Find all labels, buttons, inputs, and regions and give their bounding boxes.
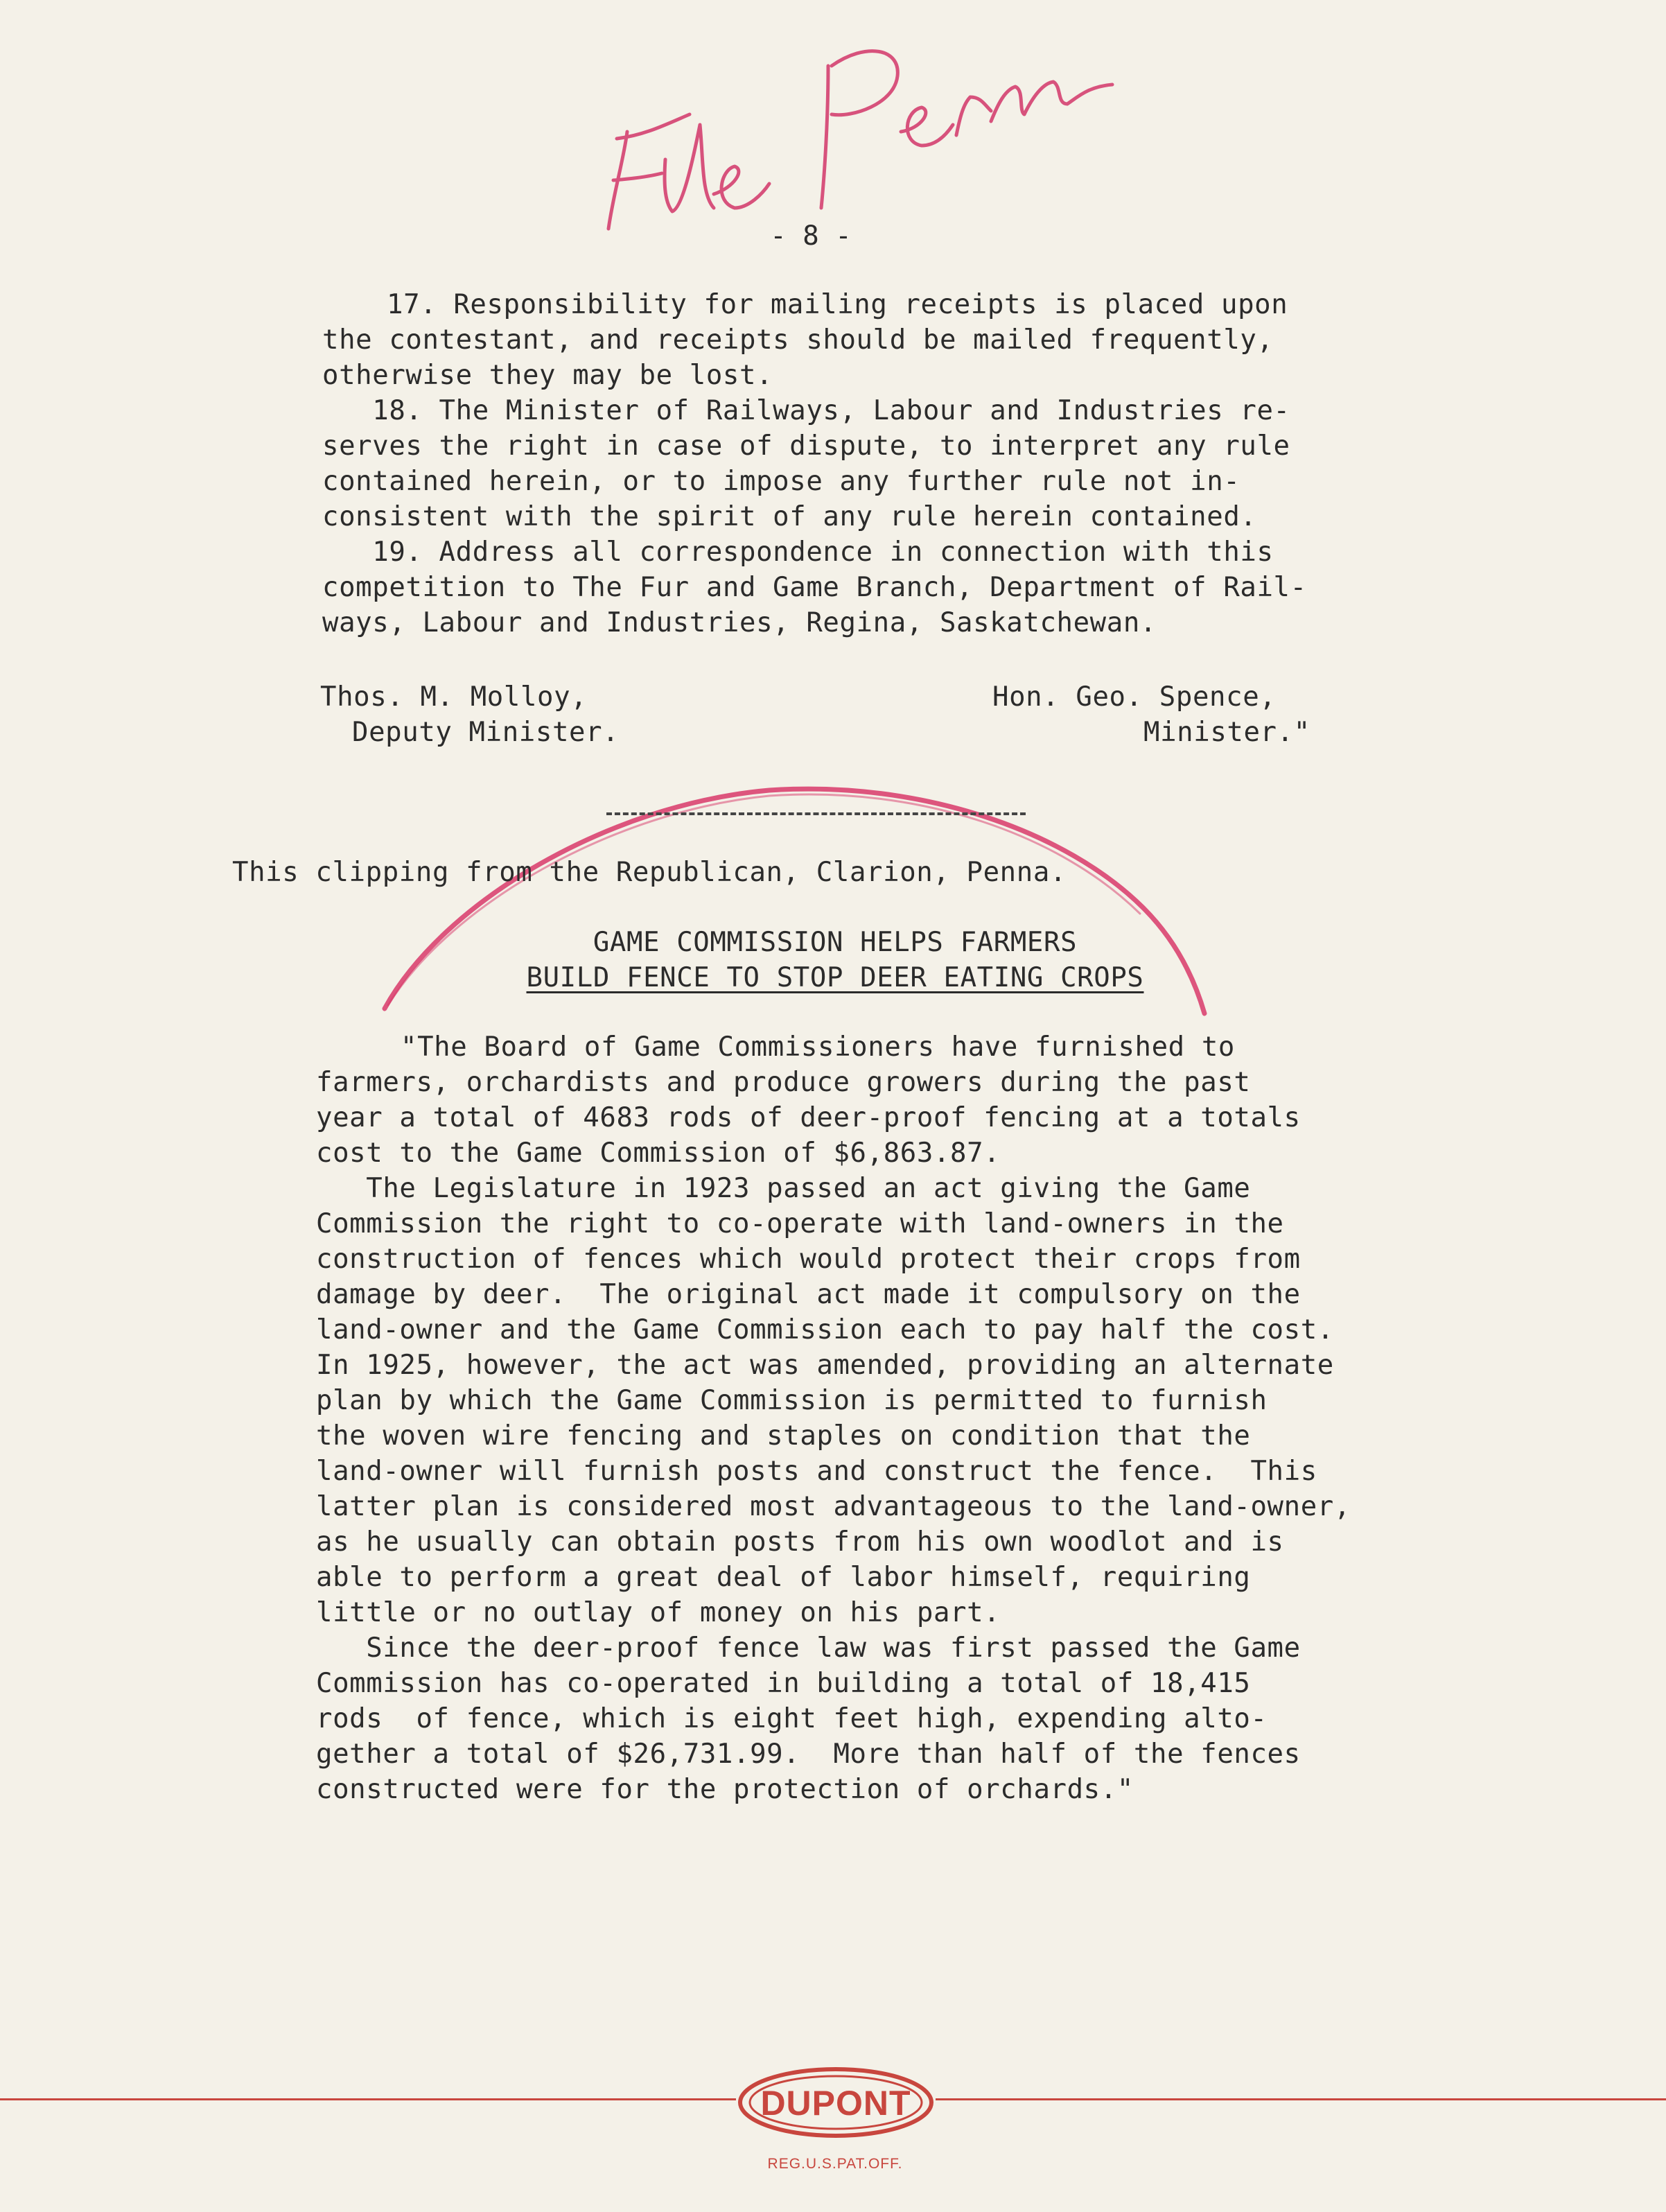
clipping-body-line: land-owner will furnish posts and construct the fence. This (316, 1456, 1317, 1487)
clipping-body-line: In 1925, however, the act was amended, providing an alternate (316, 1350, 1334, 1381)
dupont-logo (736, 2064, 936, 2141)
clipping-body-line: Since the deer-proof fence law was first passed the Game (316, 1632, 1301, 1664)
clipping-headline: GAME COMMISSION HELPS FARMERS (593, 927, 1078, 958)
clipping-body-line: rods of fence, which is eight feet high, expending alto- (316, 1703, 1268, 1734)
clipping-body-line: year a total of 4683 rods of deer-proof fencing at a totals (316, 1102, 1301, 1133)
clipping-body-line: Commission the right to co-operate with land-owners in the (316, 1208, 1284, 1239)
rules-line: the contestant, and receipts should be mailed frequently, (322, 324, 1274, 356)
rules-line: otherwise they may be lost. (322, 360, 773, 391)
rules-line: consistent with the spirit of any rule herein contained. (322, 501, 1257, 532)
footer-rule-left (0, 2098, 736, 2100)
signatory-right-name: Hon. Geo. Spence, (992, 681, 1277, 713)
clipping-body-line: constructed were for the protection of orchards." (316, 1774, 1134, 1805)
clipping-body-line: Commission has co-operated in building a total of 18,415 (316, 1668, 1251, 1699)
svg-text:DUPONT: DUPONT (760, 2084, 911, 2123)
footer-rule-right (936, 2098, 1666, 2100)
clipping-headline-underlined: BUILD FENCE TO STOP DEER EATING CROPS (526, 962, 1144, 993)
clipping-body-line: "The Board of Game Commissioners have furnished to (401, 1031, 1235, 1063)
rules-line: contained herein, or to impose any further rule not in- (322, 466, 1240, 497)
clipping-body-line: The Legislature in 1923 passed an act giving the Game (316, 1173, 1251, 1204)
logo-trademark-text: REG.U.S.PAT.OFF. (767, 2156, 903, 2172)
signatory-left-name: Thos. M. Molloy, (320, 681, 588, 713)
clipping-body-line: land-owner and the Game Commission each to pay half the cost. (316, 1314, 1334, 1346)
rules-line: 18. The Minister of Railways, Labour and Industries re- (322, 395, 1290, 426)
rules-line: serves the right in case of dispute, to interpret any rule (322, 430, 1290, 462)
clipping-source: This clipping from the Republican, Clarion, Penna. (232, 857, 1067, 888)
section-divider (606, 812, 1026, 815)
rules-line: 19. Address all correspondence in connection with this (322, 537, 1274, 568)
clipping-body-line: latter plan is considered most advantageous to the land-owner, (316, 1491, 1351, 1522)
clipping-body-line: little or no outlay of money on his part. (316, 1597, 1001, 1628)
clipping-body-line: the woven wire fencing and staples on condition that the (316, 1420, 1251, 1452)
page-number: - 8 - (770, 220, 852, 252)
rules-line: ways, Labour and Industries, Regina, Saskatchewan. (322, 607, 1157, 638)
signatory-right-title: Minister." (1143, 717, 1310, 748)
clipping-body-line: cost to the Game Commission of $6,863.87. (316, 1138, 1001, 1169)
clipping-body-line: as he usually can obtain posts from his own woodlot and is (316, 1526, 1284, 1558)
signatory-left-title: Deputy Minister. (352, 717, 620, 748)
rules-line: competition to The Fur and Game Branch, Department of Rail- (322, 572, 1307, 603)
clipping-body-line: gether a total of $26,731.99. More than half of the fences (316, 1739, 1301, 1770)
clipping-body-line: farmers, orchardists and produce growers during the past (316, 1067, 1251, 1098)
clipping-body-line: able to perform a great deal of labor himself, requiring (316, 1562, 1251, 1593)
clipping-body-line: construction of fences which would protect their crops from (316, 1244, 1301, 1275)
clipping-body-line: plan by which the Game Commission is permitted to furnish (316, 1385, 1268, 1416)
clipping-body-line: damage by deer. The original act made it compulsory on the (316, 1279, 1301, 1310)
rules-line: 17. Responsibility for mailing receipts is placed upon (387, 289, 1288, 320)
